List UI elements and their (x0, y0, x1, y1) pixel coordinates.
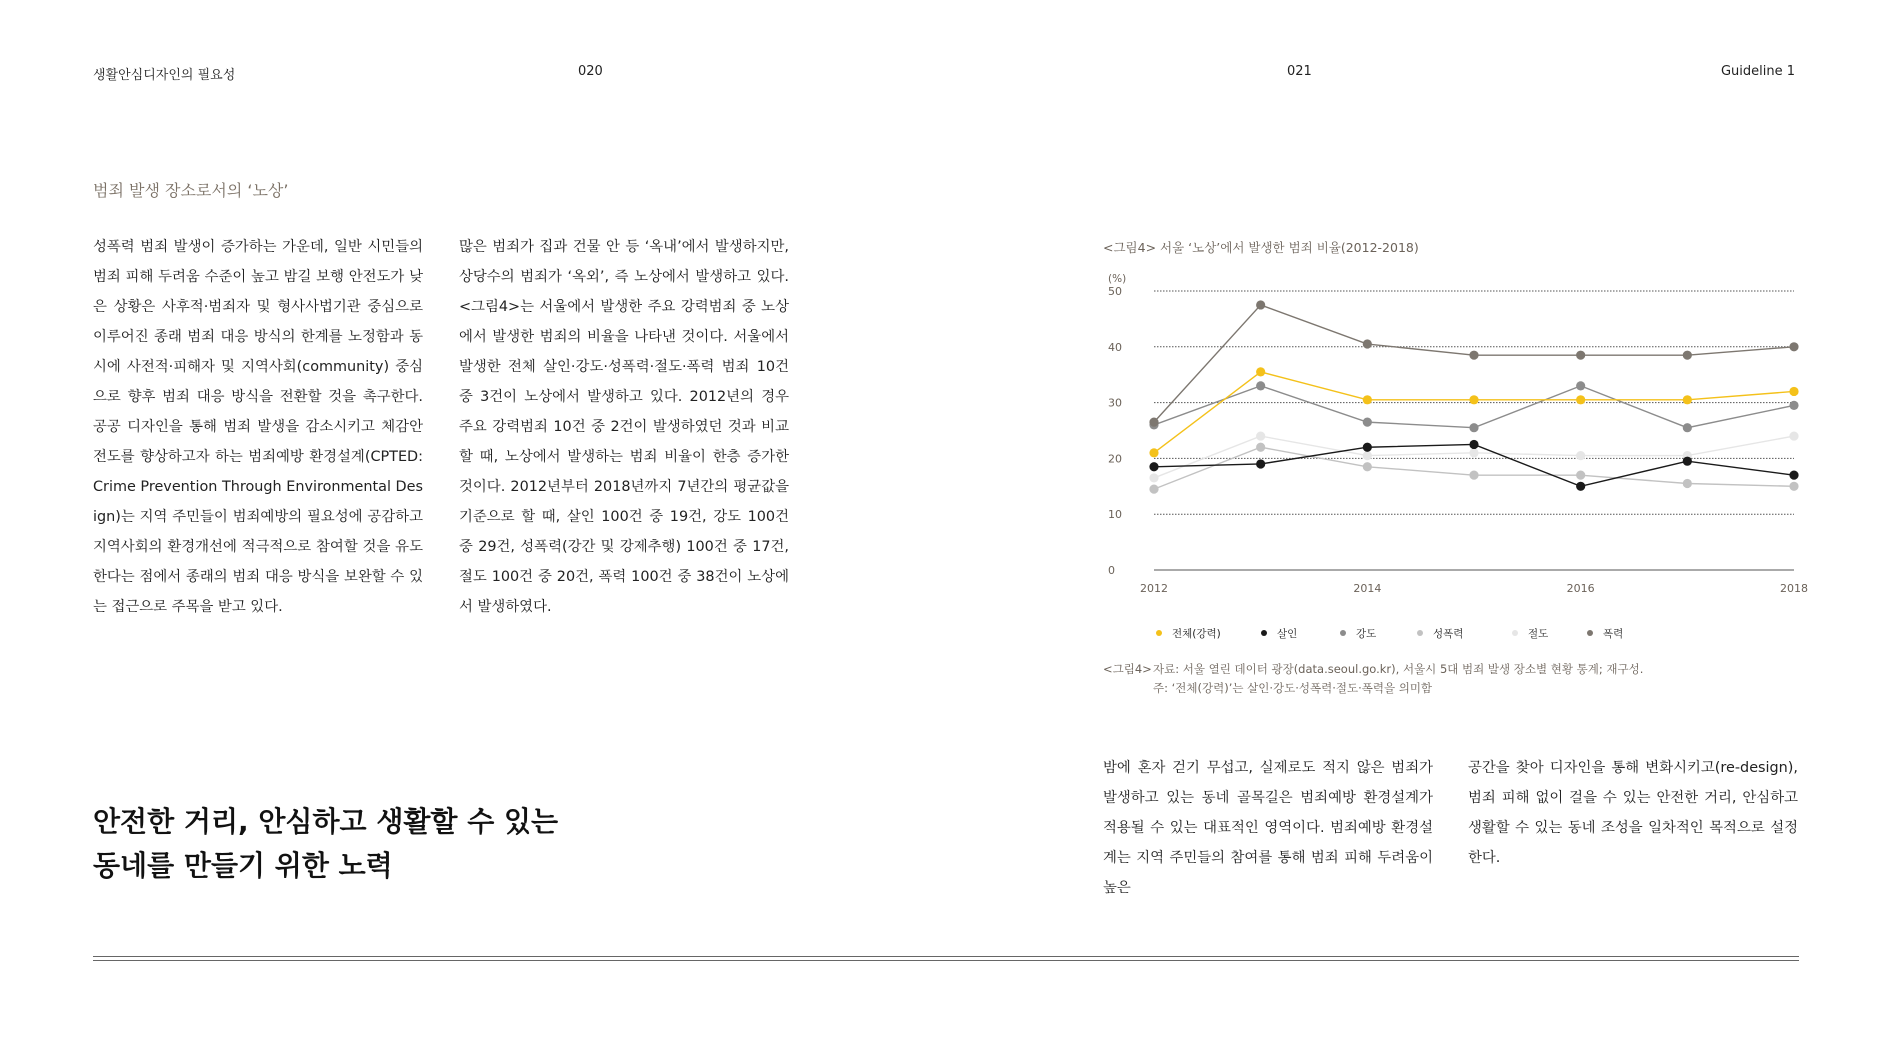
y-axis-unit: (%) (1108, 273, 1127, 285)
body-paragraph-4: 공간을 찾아 디자인을 통해 변화시키고(re-design), 범죄 피해 없이 걸을 수 있는 안전한 거리, 안심하고 생활할 수 있는 동네 조성을 일차적인 목적으로 설정한다. (1468, 760, 1798, 866)
legend-item (1261, 627, 1297, 640)
data-point (1789, 471, 1798, 480)
legend-marker (1417, 630, 1423, 636)
data-point (1256, 443, 1265, 452)
page-number-right: 021 (1287, 64, 1312, 79)
headline-line-2: 동네를 만들기 위한 노력 (93, 849, 393, 882)
figure-note-source: 자료: 서울 열린 데이터 광장(data.seoul.go.kr), 서울시 5대 범죄 발생 장소별 현황 통계; 재구성. (1153, 662, 1644, 676)
data-point (1363, 462, 1372, 471)
data-point (1149, 418, 1158, 427)
legend-item (1512, 627, 1548, 640)
data-point (1469, 471, 1478, 480)
y-tick-label: 0 (1108, 564, 1115, 577)
data-point (1469, 351, 1478, 360)
x-tick-label: 2018 (1780, 582, 1808, 595)
data-point (1149, 473, 1158, 482)
axes (1108, 273, 1808, 595)
section-title: 범죄 발생 장소로서의 ‘노상’ (93, 181, 289, 200)
body-paragraph-1: 성폭력 범죄 발생이 증가하는 가운데, 일반 시민들의 범죄 피해 두려움 수준이 높고 밤길 보행 안전도가 낮은 상황은 사후적·범죄자 및 형사사법기관 중심으로 이루어진 종래 범죄 대응 방식의 한계를 노정함과 동시에 사전적·피해자 및 지역사회(community) 중심으로 향후 범죄 대응 방식을 전환할 것을 촉구한다. 공공 디자인을 통해 범죄 발생을 감소시키고 체감안전도를 향상하고자 하는 범죄예방 환경설계(CPTED: Crime Prevention Through Environmental Design)는 지역 주민들이 범죄예방의 필요성에 공감하고 지역사회의 환경개선에 적극적으로 참여할 것을 유도한다는 점에서 종래의 범죄 대응 방식을 보완할 수 있는 접근으로 주목을 받고 있다. (93, 239, 423, 615)
data-point (1683, 479, 1692, 488)
data-point (1789, 401, 1798, 410)
figure-note-comment: 주: ‘전체(강력)’는 살인·강도·성폭력·절도·폭력을 의미함 (1153, 681, 1433, 695)
y-tick-label: 50 (1108, 285, 1122, 298)
legend-item (1340, 627, 1376, 640)
figure-note-label: <그림4> (1103, 662, 1152, 676)
legend-label: 전체(강력) (1172, 628, 1221, 640)
data-point (1469, 423, 1478, 432)
data-point (1149, 448, 1158, 457)
x-tick-label: 2014 (1353, 582, 1382, 595)
x-tick-label: 2016 (1566, 582, 1595, 595)
data-point (1469, 440, 1478, 449)
x-tick-label: 2012 (1140, 582, 1168, 595)
data-point (1683, 423, 1692, 432)
legend-label: 폭력 (1603, 628, 1624, 640)
series-line (1154, 305, 1794, 422)
data-point (1683, 457, 1692, 466)
data-point (1789, 431, 1798, 440)
legend-marker (1261, 630, 1267, 636)
data-point (1363, 418, 1372, 427)
data-point (1256, 431, 1265, 440)
legend-marker (1512, 630, 1518, 636)
bottom-rule-1 (93, 956, 1799, 957)
series-3 (1149, 381, 1798, 432)
data-point (1789, 342, 1798, 351)
data-point (1683, 351, 1692, 360)
legend-label: 절도 (1528, 628, 1549, 640)
data-point (1576, 351, 1585, 360)
bottom-rule-2 (93, 960, 1799, 961)
data-point (1576, 471, 1585, 480)
data-point (1469, 395, 1478, 404)
running-title-right: Guideline 1 (1720, 64, 1795, 79)
data-point (1576, 381, 1585, 390)
data-point (1256, 367, 1265, 376)
data-point (1149, 484, 1158, 493)
data-point (1363, 339, 1372, 348)
data-point (1363, 395, 1372, 404)
y-tick-label: 10 (1108, 508, 1122, 522)
series-6 (1149, 300, 1798, 426)
data-point (1469, 448, 1478, 457)
y-tick-label: 40 (1108, 340, 1122, 354)
data-point (1789, 482, 1798, 491)
y-tick-label: 30 (1108, 396, 1122, 410)
data-point (1363, 451, 1372, 460)
headline-line-1: 안전한 거리, 안심하고 생활할 수 있는 (93, 805, 559, 838)
legend-item (1587, 627, 1623, 640)
legend-item (1417, 627, 1463, 640)
body-paragraph-3: 밤에 혼자 걷기 무섭고, 실제로도 적지 않은 범죄가 발생하고 있는 동네 골목길은 범죄예방 환경설계가 적용될 수 있는 대표적인 영역이다. 범죄예방 환경설계는 지역 주민들의 참여를 통해 범죄 피해 두려움이 높은 (1103, 760, 1433, 896)
legend-marker (1340, 630, 1346, 636)
data-point (1576, 482, 1585, 491)
legend-label: 살인 (1277, 628, 1298, 640)
data-point (1576, 395, 1585, 404)
data-point (1363, 443, 1372, 452)
data-point (1576, 451, 1585, 460)
legend (1156, 627, 1623, 640)
line-chart (1100, 270, 1810, 645)
body-paragraph-2: 많은 범죄가 집과 건물 안 등 ‘옥내’에서 발생하지만, 상당수의 범죄가 ‘옥외’, 즉 노상에서 발생하고 있다. <그림4>는 서울에서 발생한 주요 강력범죄 중 노상에서 발생한 범죄의 비율을 나타낸 것이다. 서울에서 발생한 전체 살인·강도·성폭력·절도·폭력 범죄 10건 중 3건이 노상에서 발생하고 있다. 2012년의 경우 주요 강력범죄 10건 중 2건이 발생하였던 것과 비교할 때, 노상에서 발생하는 범죄 비율이 한층 증가한 것이다. 2012년부터 2018년까지 7년간의 평균값을 기준으로 할 때, 살인 100건 중 19건, 강도 100건 중 29건, 성폭력(강간 및 강제추행) 100건 중 17건, 절도 100건 중 20건, 폭력 100건 중 38건이 노상에서 발생하였다. (459, 239, 789, 615)
data-point (1149, 462, 1158, 471)
legend-marker (1587, 630, 1593, 636)
figure-title: <그림4> 서울 ‘노상’에서 발생한 범죄 비율(2012-2018) (1103, 240, 1419, 255)
data-point (1256, 459, 1265, 468)
data-point (1256, 381, 1265, 390)
headline (93, 800, 558, 888)
series-line (1154, 386, 1794, 428)
legend-label: 강도 (1356, 628, 1377, 640)
legend-item (1156, 627, 1221, 640)
legend-label: 성폭력 (1433, 628, 1464, 640)
data-point (1789, 387, 1798, 396)
legend-marker (1156, 630, 1162, 636)
y-tick-label: 20 (1108, 452, 1122, 466)
running-title-left: 생활안심디자인의 필요성 (93, 68, 236, 83)
data-point (1256, 300, 1265, 309)
data-point (1683, 395, 1692, 404)
figure-note (1103, 660, 1643, 698)
page-number-left: 020 (578, 64, 603, 79)
series-lines (1149, 300, 1798, 493)
